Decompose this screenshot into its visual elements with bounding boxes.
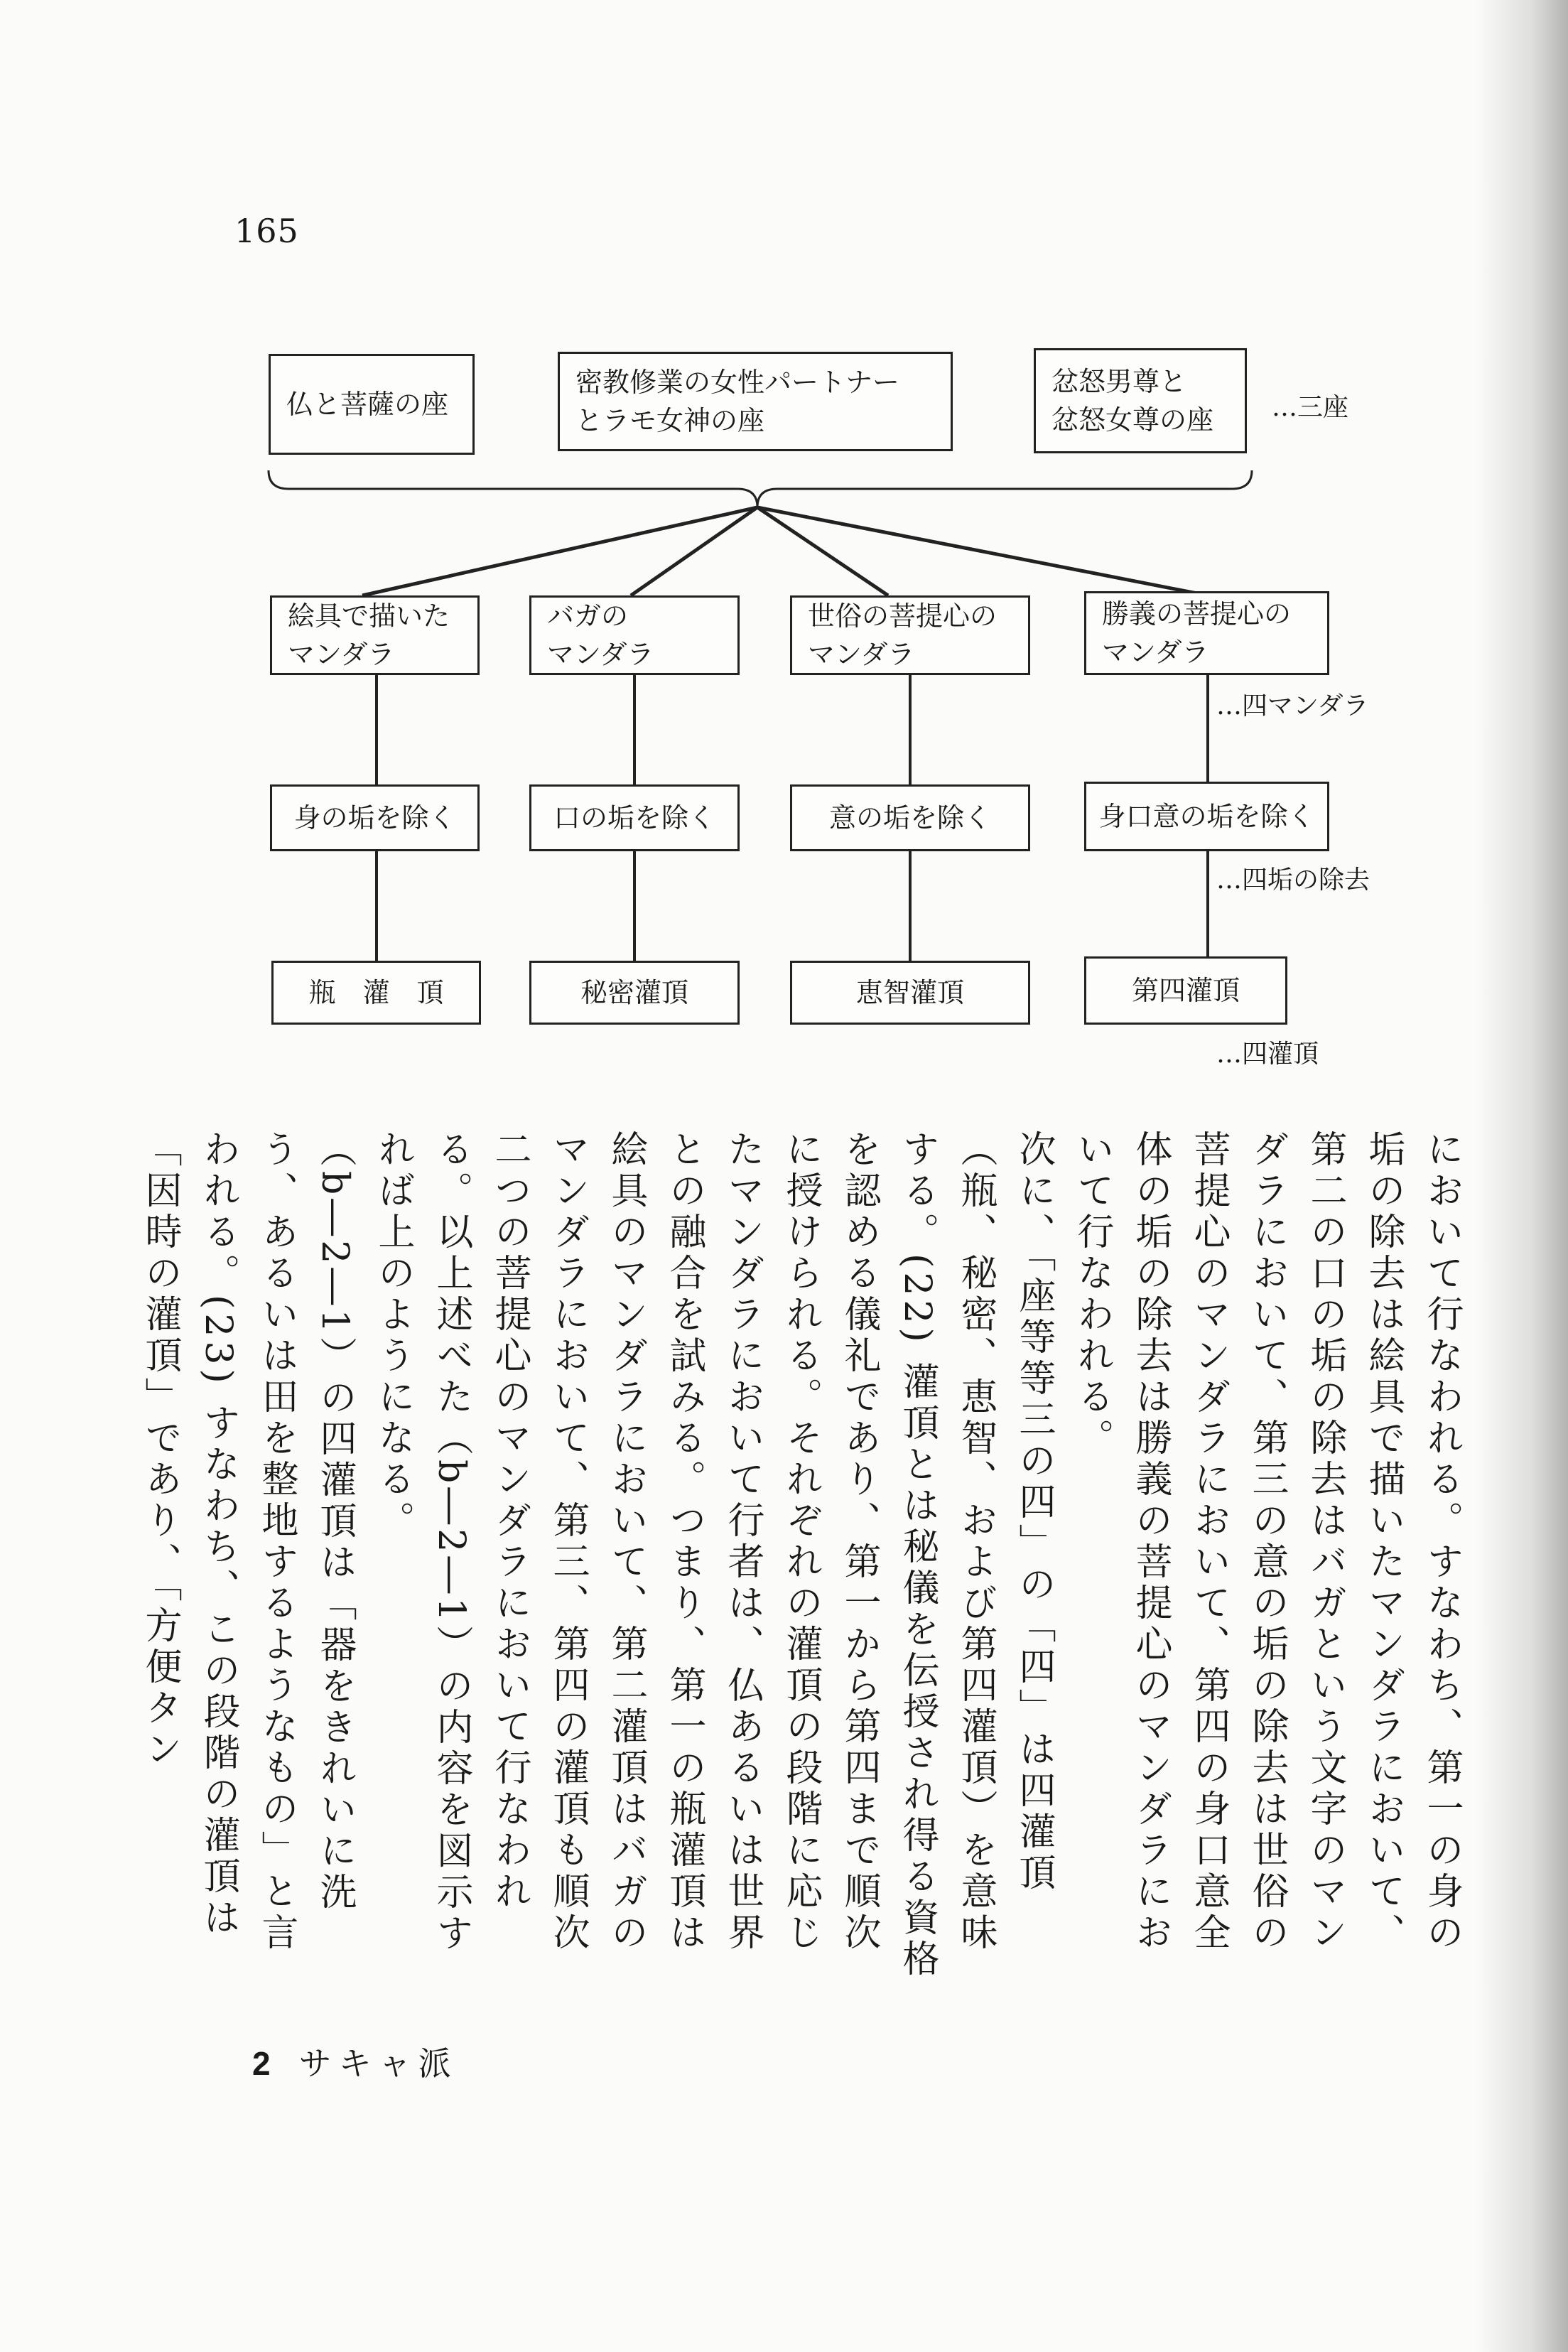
body-paragraph: 次に、「座等等三の四」の「四」は四灌頂（瓶、秘密、恵智、および第四灌頂）を意味する。(22) 灌頂とは秘儀を伝授され得る資格を認める儀礼であり、第一から第四まで順次に授けられる。それぞれの灌頂の段階に応じたマンダラにおいて行者は、仏あるいは世界との融合を試みる。つまり、第一の瓶灌頂は絵具のマンダラにおいて、第二灌頂はバガのマンダラにおいて、第三、第四の灌頂も順次二つの菩提心のマンダラにおいて行なわれる。以上述べた（b―2―1）の内容を図示すれば上のようになる。 (372, 1130, 1055, 1981)
removal-box-mind: 意の垢を除く (790, 784, 1030, 851)
chapter-number: 2 (252, 2045, 271, 2082)
running-footer (252, 2038, 458, 2085)
fan-line-1 (362, 507, 757, 595)
page-number: 165 (234, 212, 299, 250)
removal-box-speech: 口の垢を除く (529, 784, 740, 851)
three-seats-note: …三座 (1272, 393, 1349, 422)
initiation-box-wisdom: 恵智灌頂 (790, 961, 1030, 1025)
mandala-box-painted: 絵具で描いた マンダラ (270, 595, 480, 675)
removal-box-body: 身の垢を除く (270, 784, 480, 851)
body-text (139, 1130, 1471, 1990)
initiation-box-fourth: 第四灌頂 (1084, 956, 1287, 1025)
mandala-box-bhaga: バガの マンダラ (529, 595, 740, 675)
four-initiations-note: …四灌頂 (1216, 1040, 1319, 1069)
mandala-box-ultimate: 勝義の菩提心の マンダラ (1084, 591, 1329, 675)
seat-box-wrathful: 忿怒男尊と 忿怒女尊の座 (1034, 348, 1247, 453)
four-defilements-note: …四垢の除去 (1216, 865, 1370, 895)
seat-box-buddha: 仏と菩薩の座 (269, 354, 475, 455)
seats-brace (269, 470, 1252, 507)
initiation-box-secret: 秘密灌頂 (529, 961, 740, 1025)
initiation-box-vase: 瓶 灌 頂 (271, 961, 481, 1025)
mandala-box-conventional: 世俗の菩提心の マンダラ (790, 595, 1030, 675)
removal-box-all: 身口意の垢を除く (1084, 782, 1329, 851)
seat-box-partner: 密教修業の女性パートナー とラモ女神の座 (558, 352, 953, 451)
body-paragraph: において行なわれる。すなわち、第一の身の垢の除去は絵具で描いたマンダラにおいて、第二の口の垢の除去はバガという文字のマンダラにおいて、第三の意の垢の除去は世俗の菩提心のマンダラにおいて、第四の身口意全体の垢の除去は勝義の菩提心のマンダラにおいて行なわれる。 (1071, 1130, 1463, 1954)
body-paragraph: （b―2―1）の四灌頂は「器をきれいに洗う、あるいは田を整地するようなもの」と言われる。(23) すなわち、この段階の灌頂は「因時の灌頂」であり、「方便タン (139, 1130, 356, 1954)
diagram-connectors (0, 0, 1568, 1108)
four-mandalas-note: …四マンダラ (1216, 691, 1369, 721)
section-title: サキャ派 (298, 2044, 458, 2083)
four-initiations-diagram (0, 0, 1568, 1108)
